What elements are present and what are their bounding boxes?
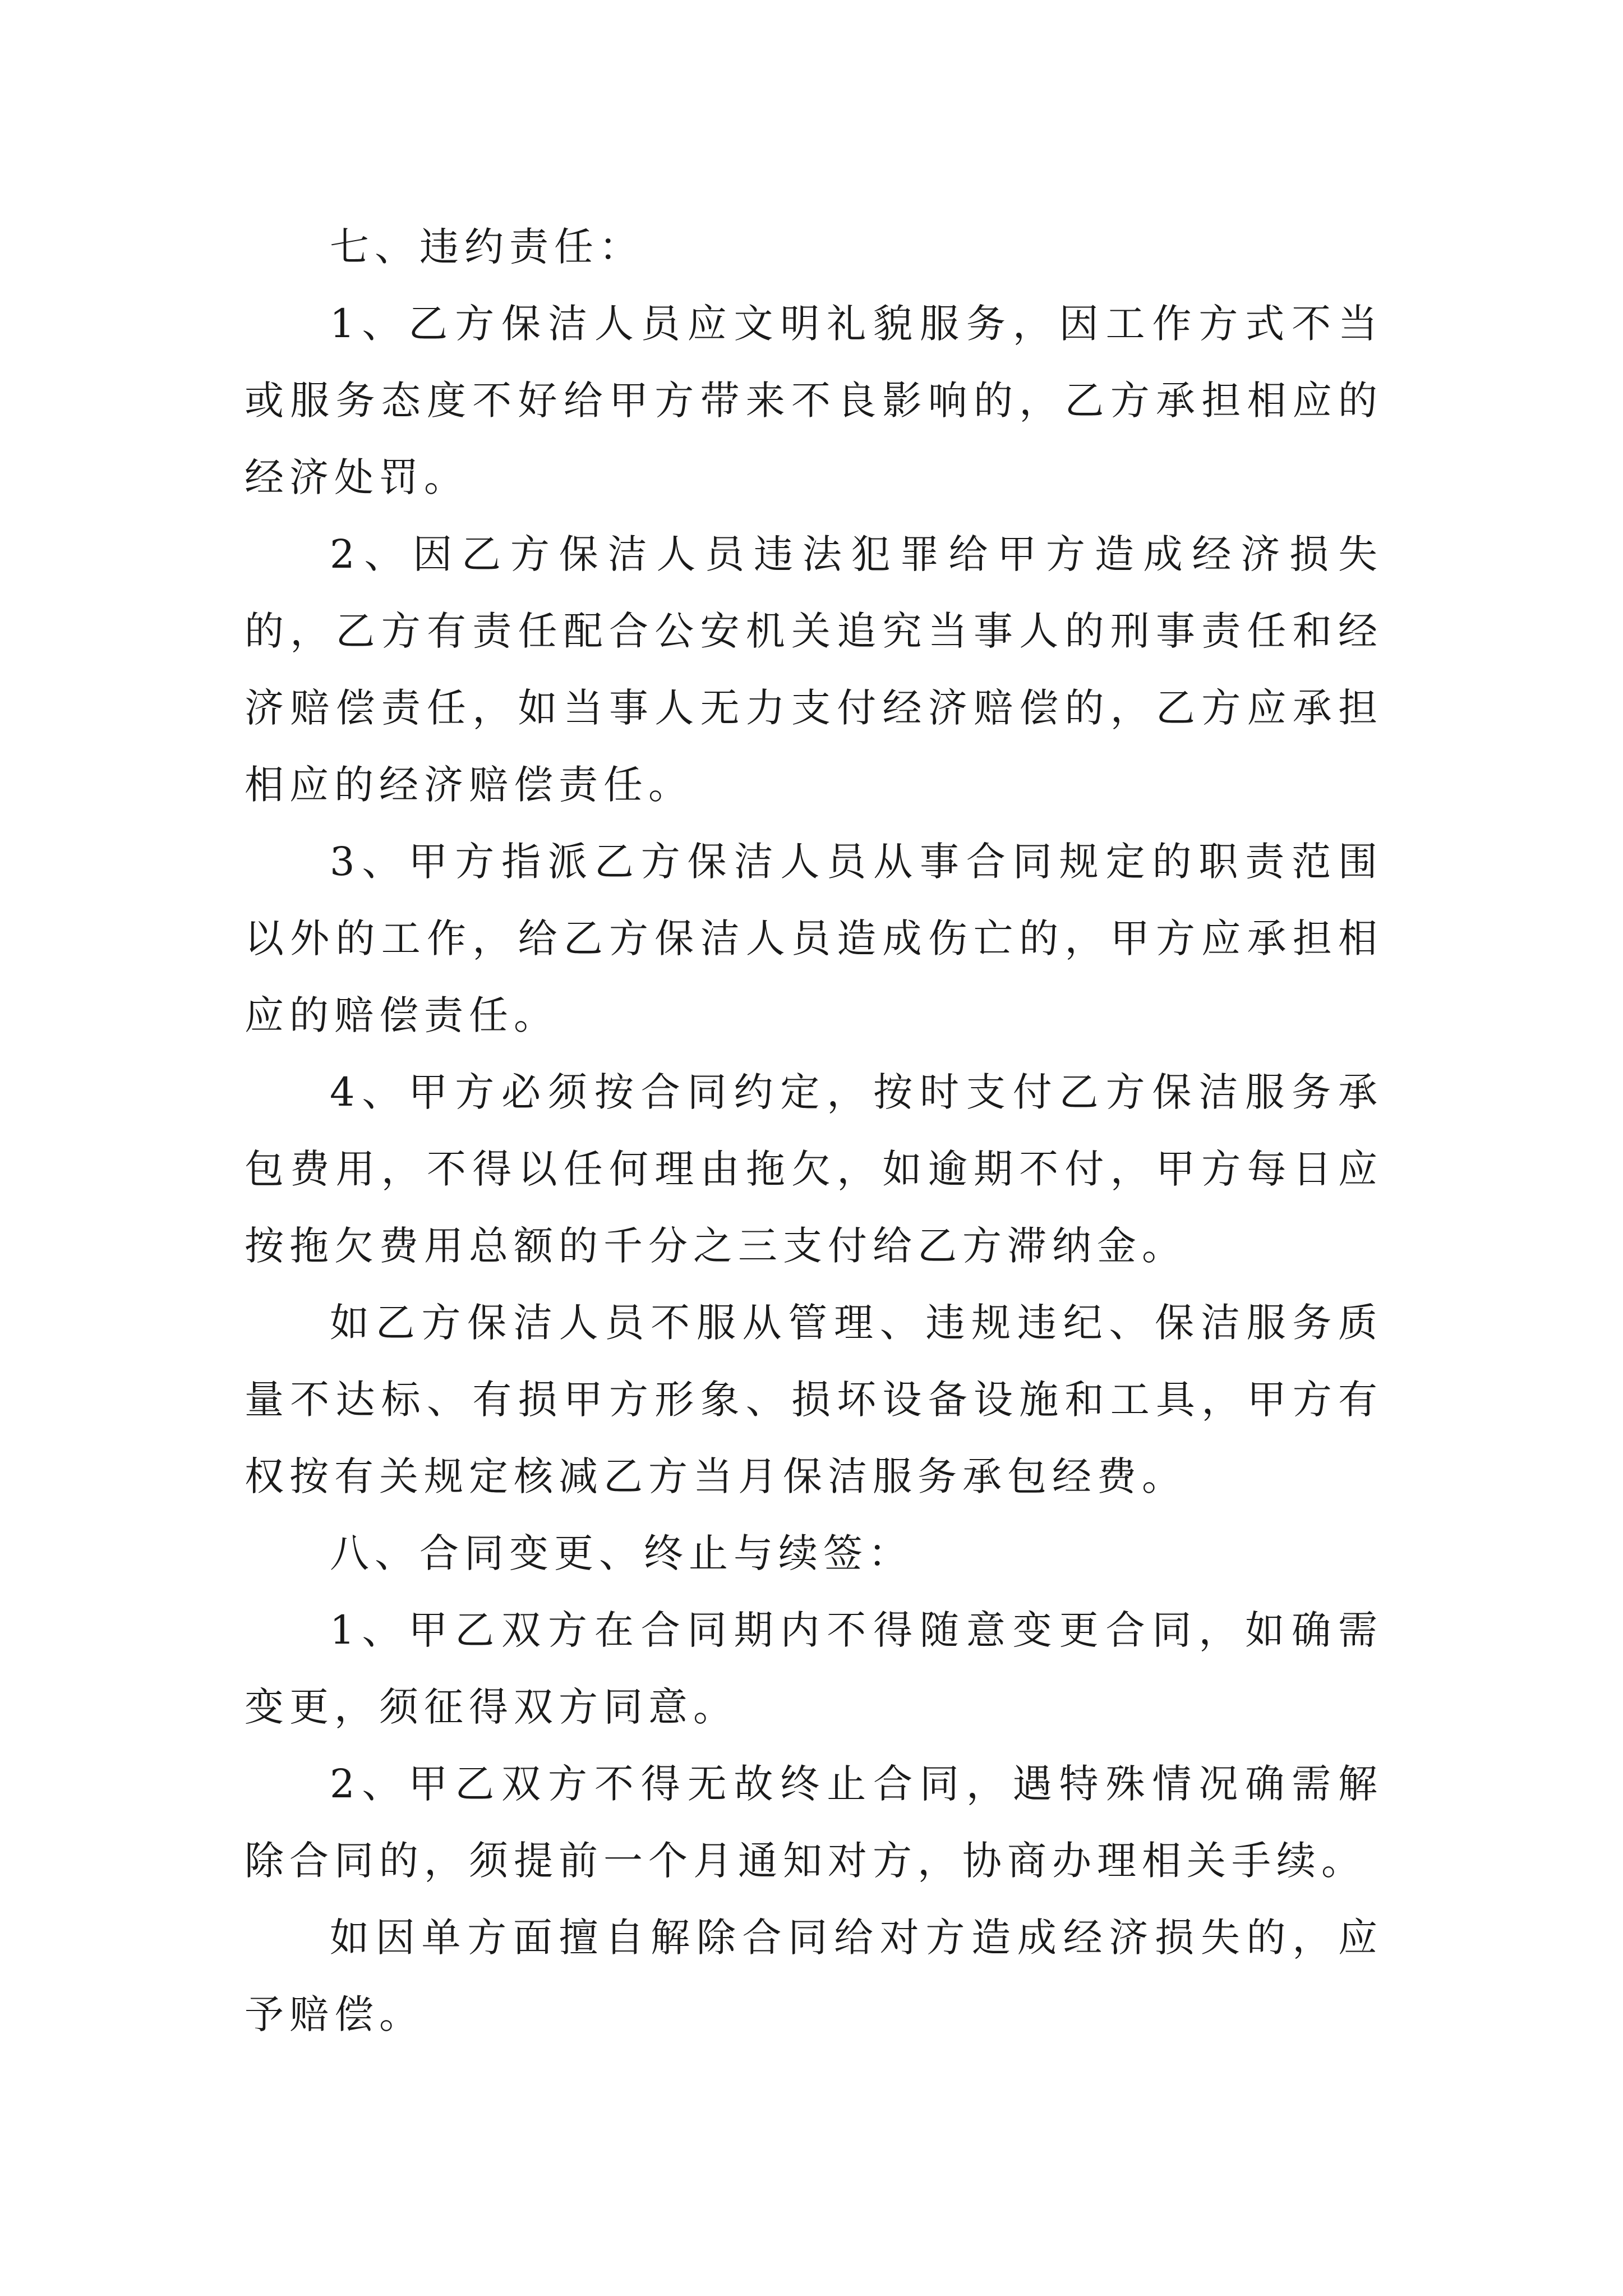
section-heading-breach-liability: 七、违约责任： bbox=[330, 224, 644, 270]
clause-paragraph: 3、甲方指派乙方保洁人员从事合同规定的职责范围以外的工作，给乙方保洁人员造成伤亡的，甲方应承担相应的赔偿责任。 bbox=[245, 839, 1383, 1038]
clause-paragraph: 如乙方保洁人员不服从管理、违规违纪、保洁服务质量不达标、有损甲方形象、损坏设备设施和工具，甲方有权按有关规定核减乙方当月保洁服务承包经费。 bbox=[245, 1300, 1383, 1499]
clause-paragraph: 1、甲乙双方在合同期内不得随意变更合同，如确需变更，须征得双方同意。 bbox=[245, 1607, 1383, 1730]
clause-paragraph: 如因单方面擅自解除合同给对方造成经济损失的，应予赔偿。 bbox=[245, 1915, 1383, 2037]
section-heading-contract-change: 八、合同变更、终止与续签： bbox=[330, 1530, 913, 1576]
clause-paragraph: 4、甲方必须按合同约定，按时支付乙方保洁服务承包费用，不得以任何理由拖欠，如逾期不付，甲方每日应按拖欠费用总额的千分之三支付给乙方滞纳金。 bbox=[245, 1069, 1383, 1269]
clause-paragraph: 2、甲乙双方不得无故终止合同，遇特殊情况确需解除合同的，须提前一个月通知对方，协商办理相关手续。 bbox=[245, 1761, 1383, 1884]
clause-paragraph: 1、乙方保洁人员应文明礼貌服务，因工作方式不当或服务态度不好给甲方带来不良影响的，乙方承担相应的经济处罚。 bbox=[245, 301, 1383, 500]
document-body bbox=[245, 209, 1383, 2053]
clause-paragraph: 2、因乙方保洁人员违法犯罪给甲方造成经济损失的，乙方有责任配合公安机关追究当事人的刑事责任和经济赔偿责任，如当事人无力支付经济赔偿的，乙方应承担相应的经济赔偿责任。 bbox=[245, 531, 1383, 808]
